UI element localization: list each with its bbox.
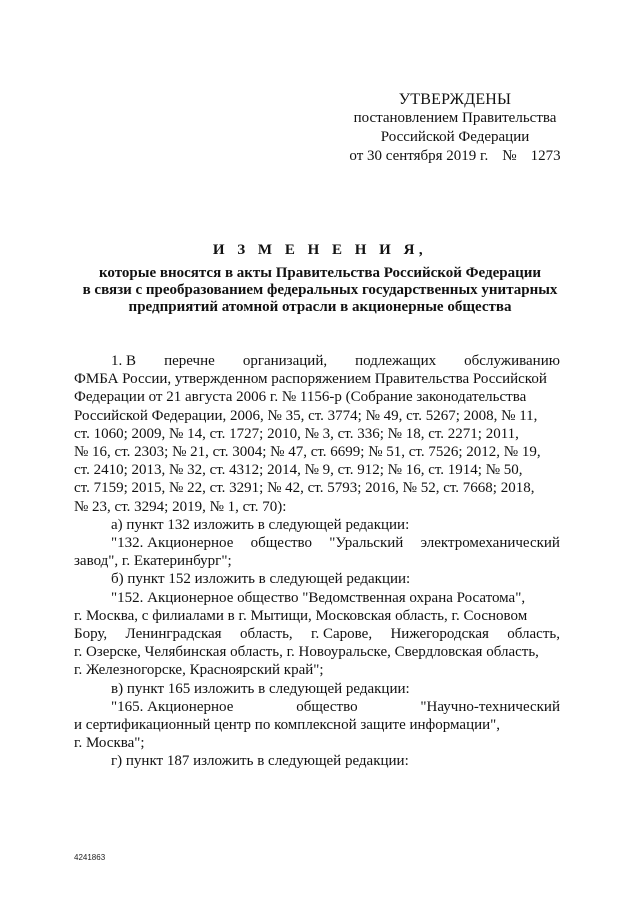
body-text: Федерации от 21 августа 2006 г. № 1156-р (Собрание законодательства — [74, 389, 527, 406]
body-text: № 16, ст. 2303; № 21, ст. 3004; № 47, ст. 6699; № 51, ст. 7526; 2012, № 19, — [74, 444, 541, 461]
body-text: подлежащих — [355, 353, 437, 369]
footer-code: 4241863 — [74, 853, 106, 862]
body-text: обслуживанию — [464, 353, 560, 369]
body-text: в) пункт 165 изложить в следующей редакции: — [111, 680, 410, 697]
body-line — [74, 625, 560, 643]
body-text: завод", г. Екатеринбург"; — [74, 553, 232, 570]
body-line — [74, 388, 560, 406]
approval-date-line — [340, 147, 570, 166]
approval-date: от 30 сентября 2019 г. — [349, 148, 489, 164]
body-line — [74, 680, 560, 698]
subtitle-line: которые вносятся в акты Правительства Российской Федерации — [98, 265, 542, 281]
body-line — [74, 370, 560, 388]
body-line — [74, 661, 560, 679]
body-line — [74, 443, 560, 461]
body-text: "Научно-технический — [420, 698, 560, 715]
approval-line-1: постановлением Правительства — [353, 110, 557, 126]
body-line — [74, 607, 560, 625]
body-line — [74, 534, 560, 552]
body-line — [74, 552, 560, 570]
body-text: Бору, — [74, 626, 108, 643]
subtitle-line: предприятий атомной отрасли в акционерные общества — [128, 299, 512, 315]
body-text: "132. Акционерное — [111, 535, 234, 552]
body-text: ст. 1060; 2009, № 14, ст. 1727; 2010, № 3, ст. 336; № 18, ст. 2271; 2011, — [74, 425, 519, 442]
body-text: общество — [296, 698, 358, 715]
body-line — [74, 407, 560, 425]
body-line — [74, 479, 560, 497]
body-text: область, — [507, 626, 560, 643]
body-text: "152. Акционерное общество "Ведомственная охрана Росатома", — [111, 589, 526, 606]
approval-block — [340, 90, 570, 166]
subtitle-line: в связи с преобразованием федеральных государственных унитарных — [82, 282, 558, 298]
document-title: И З М Е Н Е Н И Я, — [212, 242, 428, 258]
body-line — [74, 516, 560, 534]
body-text: г. Сарове, — [311, 626, 373, 643]
body-text: Ленинградская — [125, 626, 222, 643]
body-text: ФМБА России, утвержденном распоряжением Правительства Российской — [74, 371, 547, 388]
body-line — [74, 734, 560, 752]
body-text: № 23, ст. 3294; 2019, № 1, ст. 70): — [74, 498, 287, 515]
body-text: ст. 7159; 2015, № 22, ст. 3291; № 42, ст. 5793; 2016, № 52, ст. 7668; 2018, — [74, 480, 535, 497]
body-text: Нижегородская — [390, 626, 489, 643]
body-text: "165. Акционерное — [111, 698, 234, 715]
document-subtitle — [60, 265, 580, 316]
body-text: г. Железногорске, Красноярский край"; — [74, 662, 324, 679]
body-text: и сертификационный центр по комплексной защите информации", — [74, 717, 501, 734]
body-text: общество — [250, 535, 313, 552]
body-line — [74, 589, 560, 607]
body-text: электромеханический — [420, 535, 560, 552]
body-text: ст. 2410; 2013, № 32, ст. 4312; 2014, № 9, ст. 912; № 16, ст. 1914; № 50, — [74, 462, 523, 479]
approval-number: 1273 — [530, 148, 561, 164]
body-text: 1. В — [111, 353, 137, 369]
body-line — [74, 643, 560, 661]
body-line — [74, 352, 560, 370]
body-line — [74, 716, 560, 734]
approval-number-sign: № — [502, 148, 517, 164]
body-line — [74, 461, 560, 479]
body-text: перечне — [164, 353, 215, 369]
body-text: а) пункт 132 изложить в следующей редакции: — [111, 516, 410, 533]
body-text: г) пункт 187 изложить в следующей редакции: — [111, 753, 409, 770]
body-text: б) пункт 152 изложить в следующей редакции: — [111, 571, 411, 588]
body-line — [74, 752, 560, 770]
body-line — [74, 698, 560, 716]
body-text: Российской Федерации, 2006, № 35, ст. 3774; № 49, ст. 5267; 2008, № 11, — [74, 407, 538, 424]
body-text: г. Озерске, Челябинская область, г. Новоуральске, Свердловская область, — [74, 644, 539, 661]
body-text: г. Москва, с филиалами в г. Мытищи, Московская область, г. Сосновом — [74, 607, 528, 624]
document-body — [74, 352, 560, 771]
body-line — [74, 498, 560, 516]
body-line — [74, 425, 560, 443]
body-text: организаций, — [242, 353, 328, 369]
approval-line-2: Российской Федерации — [380, 129, 530, 145]
body-line — [74, 570, 560, 588]
body-text: "Уральский — [329, 535, 404, 552]
approval-heading: УТВЕРЖДЕНЫ — [398, 91, 512, 108]
body-text: область, — [239, 626, 293, 643]
body-text: г. Москва"; — [74, 735, 145, 752]
